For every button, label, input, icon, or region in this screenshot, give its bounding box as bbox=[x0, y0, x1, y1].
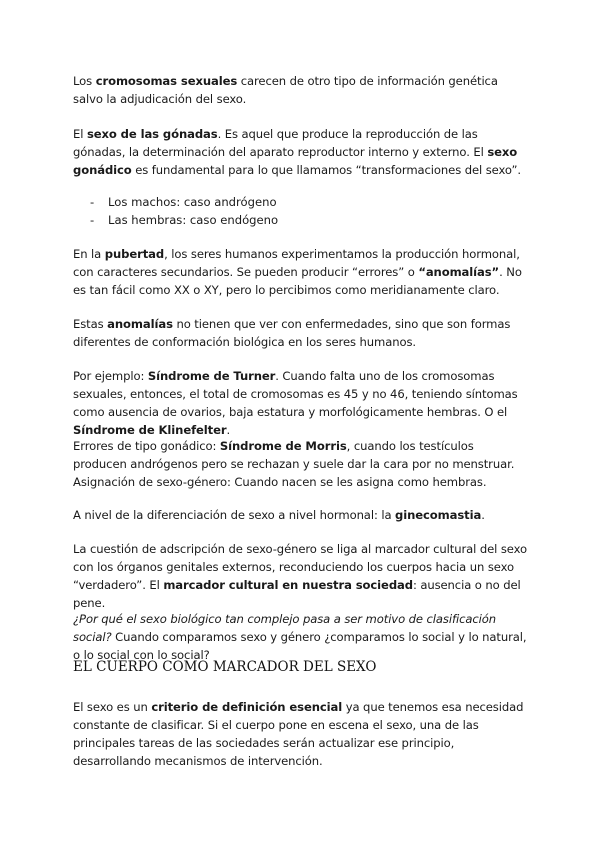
paragraph-marcador: La cuestión de adscripción de sexo-género se liga al marcador cultural del sexo con los órganos genitales externos, reconduciendo los cuerpos hacia un sexo “verdadero”. El marcador cultural en nuestra sociedad: ausencia o no del pene. bbox=[73, 542, 528, 610]
paragraph-cromosomas: Los cromosomas sexuales carecen de otro tipo de información genética salvo la adjudicación del sexo. bbox=[73, 74, 498, 106]
paragraph-morris: Errores de tipo gonádico: Síndrome de Morris, cuando los testículos producen andrógenos pero se rechazan y suele dar la cara por no menstruar. Asignación de sexo-género: Cuando nacen se les asigna como hembras. bbox=[73, 439, 515, 489]
paragraph-ginecomastia: A nivel de la diferenciación de sexo a nivel hormonal: la ginecomastia. bbox=[73, 508, 485, 522]
list-item: - Los machos: caso andrógeno bbox=[90, 195, 277, 209]
bullet-list bbox=[73, 193, 528, 229]
paragraph-turner: Por ejemplo: Síndrome de Turner. Cuando falta uno de los cromosomas sexuales, entonces, el total de cromosomas es 45 y no 46, teniendo síntomas como ausencia de ovarios, baja estatura y morfológicamente hembras. O el Síndrome de Klinefelter. bbox=[73, 369, 518, 437]
paragraph-anomalias: Estas anomalías no tienen que ver con enfermedades, sino que son formas diferentes de conformación biológica en los seres humanos. bbox=[73, 317, 511, 349]
section-heading: EL CUERPO COMO MARCADOR DEL SEXO bbox=[73, 659, 377, 675]
paragraph-pregunta: ¿Por qué el sexo biológico tan complejo pasa a ser motivo de clasificación social? Cuando comparamos sexo y género ¿comparamos lo social y lo natural, o lo social con lo social? bbox=[73, 612, 527, 662]
list-item: - Las hembras: caso endógeno bbox=[90, 213, 279, 227]
paragraph-criterio: El sexo es un criterio de definición esencial ya que tenemos esa necesidad constante de clasificar. Si el cuerpo pone en escena el sexo, una de las principales tareas de las sociedades serán actualizar ese principio, desarrollando mecanismos de intervención. bbox=[73, 700, 524, 768]
paragraph-pubertad: En la pubertad, los seres humanos experimentamos la producción hormonal, con caracteres secundarios. Se pueden producir “errores” o “anomalías”. No es tan fácil como XX o XY, pero lo percibimos como meridianamente claro. bbox=[73, 247, 522, 297]
paragraph-gonadas: El sexo de las gónadas. Es aquel que produce la reproducción de las gónadas, la determinación del aparato reproductor interno y externo. El sexo gonádico es fundamental para lo que llamamos “transformaciones del sexo”. bbox=[73, 127, 521, 177]
